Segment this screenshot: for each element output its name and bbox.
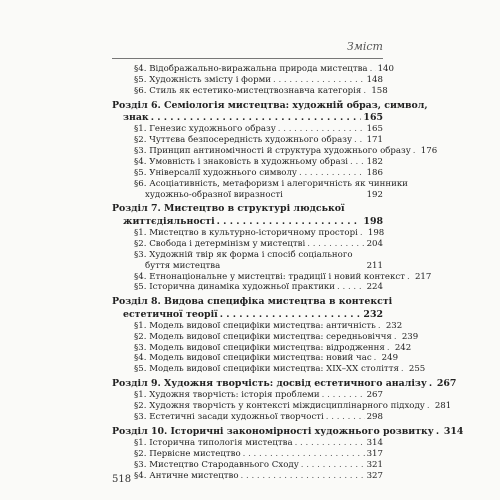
toc-entry: §2. Первісне мистецтво . . . 317 [134, 449, 383, 460]
toc-entry: §6. Стиль як естетико-мистецтвознавча категорія . . . 158 [134, 86, 383, 97]
toc-entry: §4. Етнонаціональне у мистецтві: традиції і новий контекст . . . 217 [134, 272, 383, 283]
toc-entry: §4. Умовність і знаковість в художньому образі . . . 182 [134, 157, 383, 168]
running-header [112, 38, 383, 59]
toc-entry: §3. Принцип антиномічності й структура художнього образу . . . 176 [134, 146, 383, 157]
toc-entry: §1. Мистецтво в культурно-історичному просторі . . . 198 [134, 228, 383, 239]
toc-entry: §3. Художній твір як форма і спосіб соціального буття мистецтва 211 [134, 249, 383, 271]
toc-entry: §2. Чуттєва безпосередність художнього образу . . . 171 [134, 135, 383, 146]
toc-entry: §4. Відображально-виражальна природа мистецтва . . . 140 [134, 64, 383, 75]
toc-entry: §2. Художня творчість у контексті міждисциплінарного підходу . . . 281 [134, 401, 383, 412]
table-of-contents [112, 64, 464, 482]
toc-entry: §6. Асоціативність, метафоризм і алегоричність як чинники художньо-образної виразності 192 [134, 178, 408, 200]
toc-entry: §1. Художня творчість: історія проблеми . . . 267 [134, 390, 383, 401]
toc-section-8: Розділ 8. Видова специфіка мистецтва в контексті естетичної теорії . . . 232 [112, 296, 383, 320]
toc-entry: §5. Художність змісту і форми . . . 148 [134, 75, 383, 86]
toc-entry: §3. Естетичні засади художньої творчості . . . 298 [134, 412, 383, 423]
toc-section-6: Розділ 6. Семіологія мистецтва: художній образ, символ, знак . . . 165 [112, 100, 383, 124]
toc-entry: §5. Модель видової специфіки мистецтва: XIX–XX століття . . . 255 [134, 364, 383, 375]
toc-entry: §2. Свобода і детермінізм у мистецтві . . . 204 [134, 239, 383, 250]
toc-entry: §2. Модель видової специфіки мистецтва: середньовіччя . . . 239 [134, 332, 383, 343]
header-title: Зміст [346, 40, 383, 53]
toc-entry: §1. Модель видової специфіки мистецтва: античність . . . 232 [134, 321, 383, 332]
toc-entry: §5. Універсалії художнього символу . . . 186 [134, 168, 383, 179]
toc-entry: §4. Античне мистецтво . . . 327 [134, 471, 383, 482]
toc-section-7: Розділ 7. Мистецтво в структурі людської життєдіяльності . . . 198 [112, 203, 383, 227]
toc-section-10: Розділ 10. Історичні закономірності художнього розвитку . . . 314 [112, 426, 383, 438]
page-number: 518 [112, 474, 132, 485]
toc-entry: §1. Історична типологія мистецтва . . . 314 [134, 438, 383, 449]
toc-section-9: Розділ 9. Художня творчість: досвід естетичного аналізу . . . 267 [112, 378, 383, 390]
toc-entry: §5. Історична динаміка художньої практики . . . 224 [134, 282, 383, 293]
toc-entry: §3. Мистецтво Стародавнього Сходу . . . 321 [134, 460, 383, 471]
toc-entry: §1. Генезис художнього образу . . . 165 [134, 124, 383, 135]
toc-entry: §4. Модель видової специфіки мистецтва: новий час . . . 249 [134, 353, 383, 364]
toc-entry: §3. Модель видової специфіки мистецтва: відродження . . . 242 [134, 343, 383, 354]
